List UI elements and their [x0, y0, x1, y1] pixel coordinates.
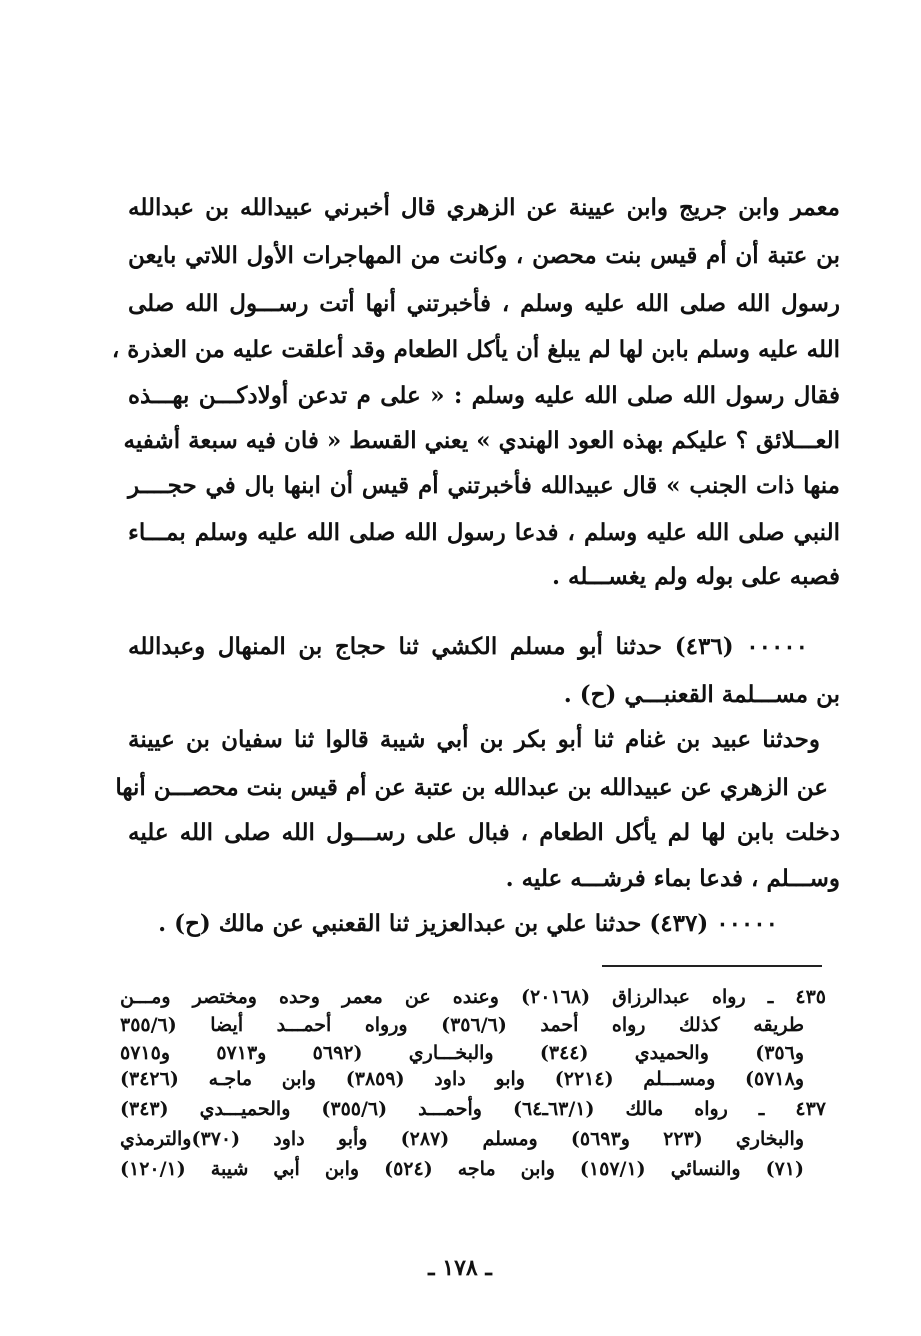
page-number: ـ ١٧٨ ـ	[428, 1255, 492, 1281]
body-line: معمر وابن جريج وابن عيينة عن الزهري قال أخبرني عبيدالله بن عبدالله	[128, 194, 840, 221]
hadith-436-line: بن مســـلمة القعنبـــي (ح) .	[563, 681, 840, 708]
footnote-line: طريقه كذلك رواه أحمد (٣٥٦/٦) ورواه أحمـــد أيضا (٣٥٥/٦	[120, 1014, 804, 1036]
body-line: وســـلم ، فدعا بماء فرشـــه عليه .	[505, 865, 840, 892]
hadith-436-line: ٠٠٠٠٠ (٤٣٦) حدثنا أبو مسلم الكشي ثنا حجاج بن المنهال وعبدالله	[128, 633, 809, 660]
footnote-line: و٣٥٦) والحميدي (٣٤٤) والبخـــاري (٥٦٩٢ و٥٧١٣ و٥٧١٥	[120, 1042, 804, 1064]
footnote-line: ٤٣٧ ـ رواه مالك (٦٣/١ـ٦٤) وأحمـــد (٣٥٥/٦) والحميـــدي (٣٤٣)	[120, 1098, 826, 1120]
body-line: فصبه على بوله ولم يغســـله .	[552, 563, 840, 590]
footnote-line: و٥٧١٨) ومســـلم (٢٢١٤) وابو داود (٣٨٥٩) وابن ماجـه (٣٤٢٦)	[120, 1068, 804, 1090]
hadith-437-line: ٠٠٠٠٠ (٤٣٧) حدثنا علي بن عبدالعزيز ثنا القعنبي عن مالك (ح) .	[158, 910, 778, 937]
body-line: دخلت بابن لها لم يأكل الطعام ، فبال على رســـول الله صلى الله عليه	[128, 819, 840, 846]
footnote-line: (٧١) والنسائي (١٥٧/١) وابن ماجه (٥٢٤) وابن أبي شيبة (١٢٠/١)	[120, 1158, 804, 1180]
body-line: وحدثنا عبيد بن غنام ثنا أبو بكر بن أبي شيبة قالوا ثنا سفيان بن عيينة	[128, 726, 820, 753]
body-line: العـــلائق ؟ عليكم بهذه العود الهندي » يعني القسط « فان فيه سبعة أشفيه	[123, 427, 840, 454]
body-line: عن الزهري عن عبيدالله بن عبدالله بن عتبة عن أم قيس بنت محصـــن أنها	[115, 774, 828, 801]
body-line: بن عتبة أن أم قيس بنت محصن ، وكانت من المهاجرات الأول اللاتي بايعن	[128, 242, 840, 269]
body-line: فقال رسول الله صلى الله عليه وسلم : « على م تدعن أولادكـــن بهـــذه	[128, 382, 840, 409]
footnote-line: والبخاري (٢٢٣ و٥٦٩٣) ومسلم (٢٨٧) وأبو داود (٣٧٠)والترمذي	[120, 1128, 805, 1150]
footnote-separator	[602, 965, 822, 967]
body-line: رسول الله صلى الله عليه وسلم ، فأخبرتني أنها أتت رســـول الله صلى	[128, 290, 840, 317]
body-line: الله عليه وسلم بابن لها لم يبلغ أن يأكل الطعام وقد أعلقت عليه من العذرة ،	[111, 336, 840, 363]
body-line: منها ذات الجنب » قال عبيدالله فأخبرتني أم قيس أن ابنها بال في حجــــر	[128, 472, 840, 499]
body-line: النبي صلى الله عليه وسلم ، فدعا رسول الله صلى الله عليه وسلم بمـــاء	[128, 519, 840, 546]
footnote-line: ٤٣٥ ـ رواه عبدالرزاق (٢٠١٦٨) وعنده عن معمر وحده ومختصر ومـــن	[120, 986, 827, 1008]
